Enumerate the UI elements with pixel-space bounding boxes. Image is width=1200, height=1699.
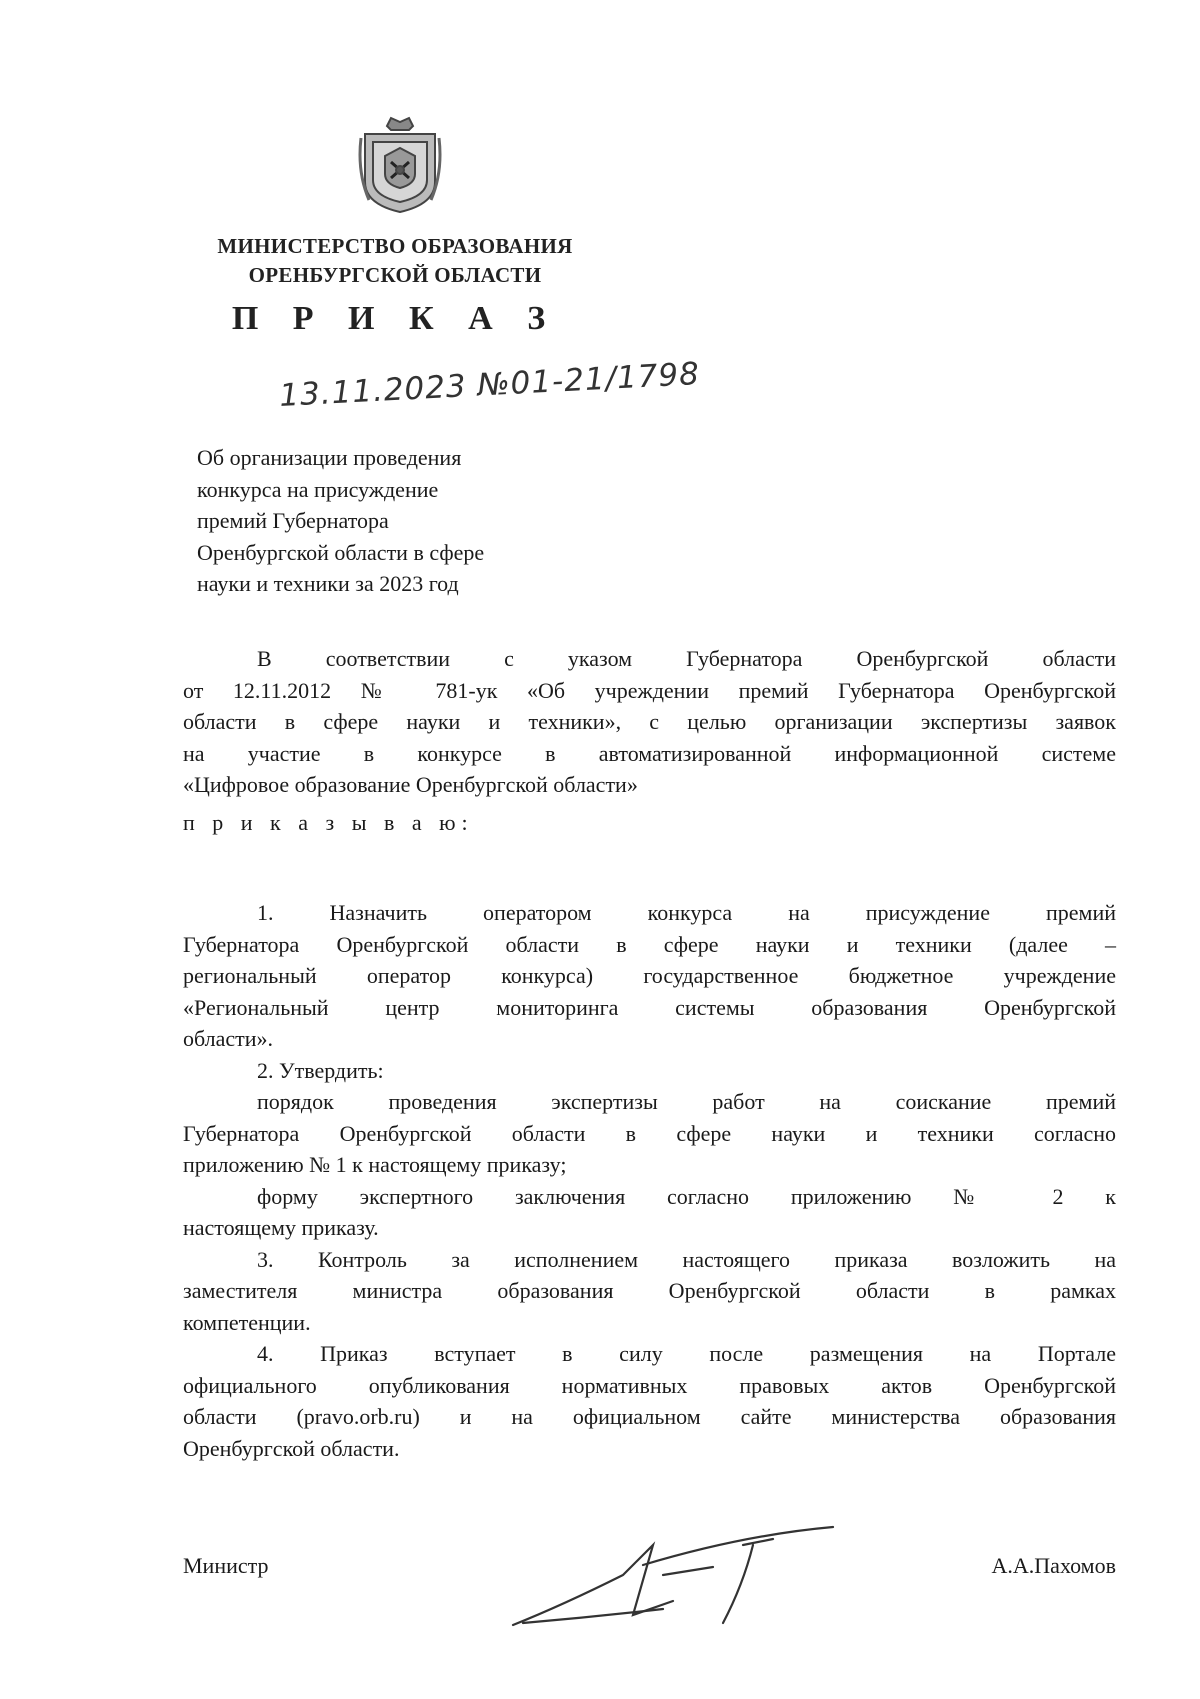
preamble-paragraph — [183, 643, 1116, 801]
handwritten-date-number: 13.11.2023 №01-21/1798 — [278, 356, 701, 414]
text-line: компетенции. — [183, 1309, 311, 1335]
text-line: Губернатора Оренбургской области в сфере науки и техники (далее – — [183, 931, 1116, 957]
text-line: официального опубликования нормативных правовых актов Оренбургской — [183, 1372, 1116, 1398]
text-line: порядок проведения экспертизы работ на соискание премий — [257, 1089, 1116, 1114]
text-line: «Цифровое образование Оренбургской области» — [183, 772, 638, 797]
ministry-name-line1: МИНИСТЕРСТВО ОБРАЗОВАНИЯ — [217, 234, 573, 258]
text-line: Губернатора Оренбургской области в сфере науки и техники согласно — [183, 1120, 1116, 1146]
text-line: приложению № 1 к настоящему приказу; — [183, 1152, 567, 1177]
subject-line: премий Губернатора — [197, 508, 389, 533]
subject-line: конкурса на присуждение — [197, 476, 439, 502]
subject-line: науки и техники за 2023 год — [197, 571, 459, 596]
text-line: Оренбургской области. — [183, 1435, 400, 1461]
text-line: области». — [183, 1026, 274, 1051]
document-subject — [197, 442, 617, 600]
text-line: на участие в конкурсе в автоматизированной информационной системе — [183, 740, 1116, 766]
signature-block — [183, 1535, 1116, 1615]
text-line: настоящему приказу. — [183, 1215, 379, 1240]
text-line: 3. Контроль за исполнением настоящего приказа возложить на — [257, 1246, 1116, 1272]
order-items — [183, 897, 1116, 1464]
text-line: области в сфере науки и техники», с целью организации экспертизы заявок — [183, 709, 1116, 734]
ministry-name-line2: ОРЕНБУРГСКОЙ ОБЛАСТИ — [248, 263, 542, 287]
text-line: 4. Приказ вступает в силу после размещения на Портале — [257, 1341, 1116, 1366]
subject-line: Оренбургской области в сфере — [197, 539, 485, 565]
subject-line: Об организации проведения — [197, 445, 462, 470]
text-line: от 12.11.2012 № 781-ук «Об учреждении премий Губернатора Оренбургской — [183, 677, 1116, 703]
coat-of-arms-icon — [357, 112, 443, 216]
text-line: 1. Назначить оператором конкурса на присуждение премий — [257, 900, 1116, 925]
document-type-title: П Р И К А З — [231, 300, 559, 337]
text-line: 2. Утвердить: — [257, 1057, 384, 1083]
text-line: В соответствии с указом Губернатора Оренбургской области — [257, 646, 1116, 671]
signatory-name: А.А.Пахомов — [991, 1553, 1116, 1578]
text-line: региональный оператор конкурса) государственное бюджетное учреждение — [183, 963, 1116, 988]
text-line: области (pravo.orb.ru) и на официальном сайте министерства образования — [183, 1404, 1116, 1429]
text-line: заместителя министра образования Оренбургской области в рамках — [183, 1278, 1116, 1303]
text-line: форму экспертного заключения согласно приложению № 2 к — [257, 1183, 1116, 1209]
order-word: п р и к а з ы в а ю: — [183, 810, 474, 835]
text-line: «Региональный центр мониторинга системы образования Оренбургской — [183, 994, 1116, 1020]
signatory-title: Министр — [183, 1553, 269, 1578]
ministry-name — [160, 232, 630, 290]
handwritten-signature-icon — [503, 1505, 883, 1635]
